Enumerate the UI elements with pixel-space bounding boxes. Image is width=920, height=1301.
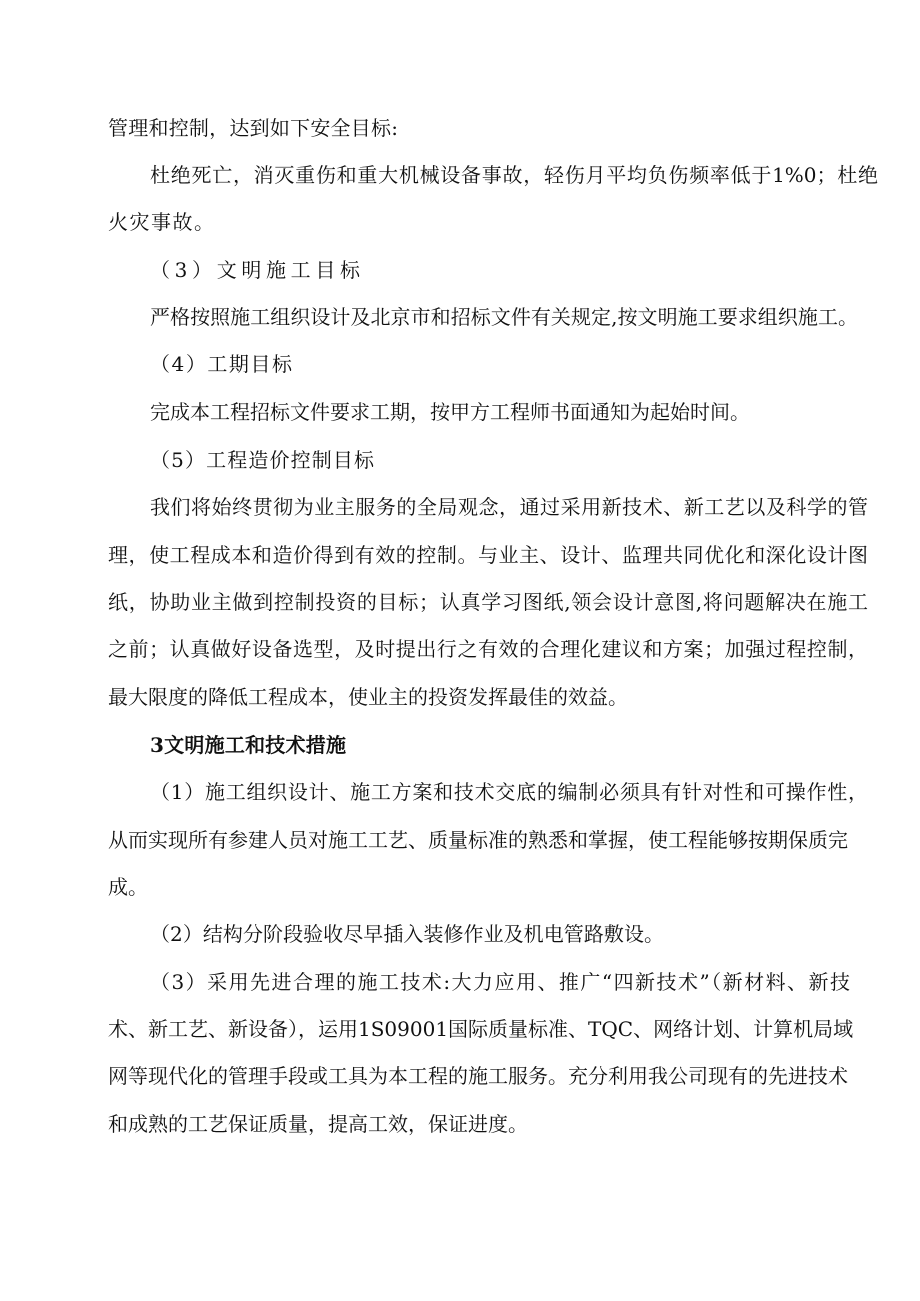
paragraph-line: 和成熟的工艺保证质量，提高工效，保证进度。 [108, 1112, 528, 1136]
section-title: （3）文明施工目标 [150, 258, 360, 282]
paragraph-line: （2）结构分阶段验收尽早插入装修作业及机电管路敷设。 [150, 922, 664, 946]
paragraph-line: 严格按照施工组织设计及北京市和招标文件有关规定,按文明施工要求组织施工。 [150, 305, 858, 329]
paragraph-line: 我们将始终贯彻为业主服务的全局观念，通过采用新技术、新工艺以及科学的管 [150, 495, 868, 519]
paragraph-line: （3）采用先进合理的施工技术:大力应用、推广“四新技术”（新材料、新技 [150, 970, 850, 994]
paragraph-line: 纸，协助业主做到控制投资的目标；认真学习图纸,领会设计意图,将问题解决在施工 [108, 590, 868, 614]
paragraph-line: 之前；认真做好设备选型，及时提出行之有效的合理化建议和方案；加强过程控制， [108, 637, 868, 661]
paragraph-line: 最大限度的降低工程成本，使业主的投资发挥最佳的效益。 [108, 685, 628, 709]
paragraph-line: 火灾事故。 [108, 210, 214, 234]
paragraph-line: 术、新工艺、新设备），运用1S09001国际质量标准、TQC、网络计划、计算机局域 [108, 1017, 854, 1041]
paragraph-line: 成。 [108, 875, 148, 899]
paragraph-line: 理，使工程成本和造价得到有效的控制。与业主、设计、监理共同优化和深化设计图 [108, 543, 868, 567]
section-heading: 3文明施工和技术措施 [150, 733, 346, 757]
section-title: （4）工期目标 [150, 352, 292, 376]
paragraph-line: 管理和控制，达到如下安全目标: [108, 116, 398, 140]
section-title: （5）工程造价控制目标 [150, 448, 374, 472]
paragraph-line: （1）施工组织设计、施工方案和技术交底的编制必须具有针对性和可操作性， [150, 780, 868, 804]
paragraph-line: 从而实现所有参建人员对施工工艺、质量标准的熟悉和掌握，使工程能够按期保质完 [108, 828, 848, 852]
paragraph-line: 完成本工程招标文件要求工期，按甲方工程师书面通知为起始时间。 [150, 400, 750, 424]
paragraph-line: 杜绝死亡，消灭重伤和重大机械设备事故，轻伤月平均负伤频率低于1%0；杜绝 [150, 163, 878, 187]
paragraph-line: 网等现代化的管理手段或工具为本工程的施工服务。充分利用我公司现有的先进技术 [108, 1064, 848, 1088]
